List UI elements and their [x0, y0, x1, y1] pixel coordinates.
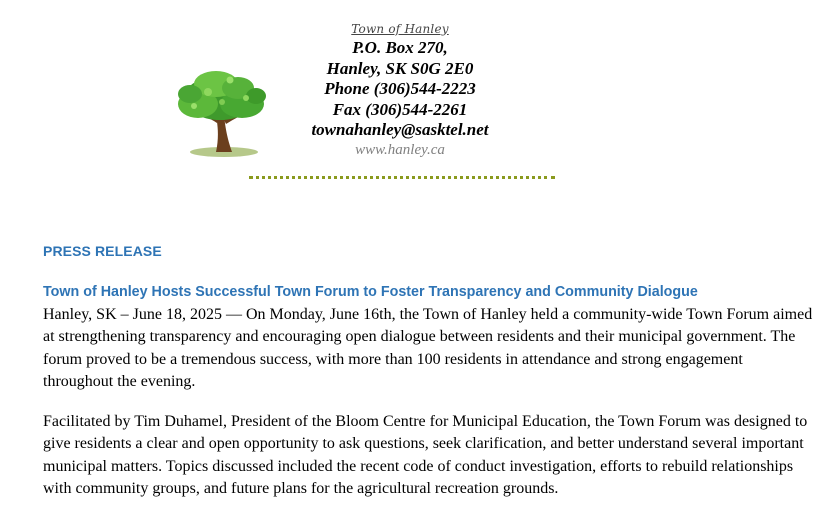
- po-box: P.O. Box 270,: [352, 38, 448, 57]
- press-release-label: PRESS RELEASE: [43, 243, 162, 259]
- contact-block: [250, 20, 550, 159]
- letterhead: [0, 0, 818, 190]
- dotted-divider: [249, 176, 555, 179]
- city-postal: Hanley, SK S0G 2E0: [326, 58, 474, 78]
- town-name-script: Town of Hanley: [351, 22, 449, 36]
- website-url: www.hanley.ca: [355, 141, 445, 158]
- release-headline: Town of Hanley Hosts Successful Town Forum to Foster Transparency and Community Dialogue: [43, 284, 698, 300]
- phone-number: Phone (306)544-2223: [324, 79, 476, 98]
- body-paragraph-1: Hanley, SK – June 18, 2025 — On Monday, June 16th, the Town of Hanley held a community-wide Town Forum aimed at strengthening transparency and encouraging open dialogue between residents and their municipal government. The forum proved to be a tremendous success, with more than 100 residents in attendance and strong engagement throughout the evening.: [43, 306, 813, 391]
- fax-number: Fax (306)544-2261: [332, 99, 468, 119]
- email-address: townahanley@sasktel.net: [311, 120, 489, 139]
- body-paragraph-2: Facilitated by Tim Duhamel, President of the Bloom Centre for Municipal Education, the Town Forum was designed to give residents a clear and open opportunity to ask questions, seek clarification, and better understand several important municipal matters. Topics discussed included the recent code of conduct investigation, efforts to rebuild relationships with community groups, and future plans for the agricultural recreation grounds.: [43, 413, 808, 498]
